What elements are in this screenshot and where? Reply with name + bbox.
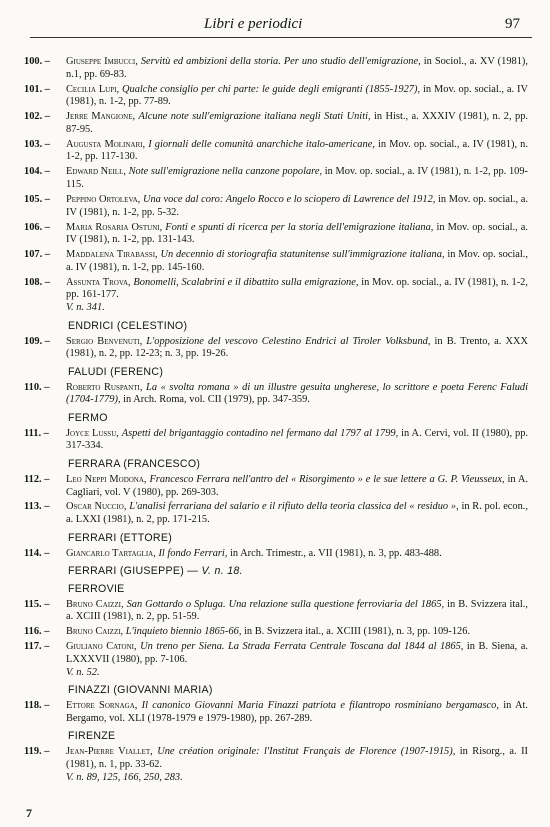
entry-citation: in Mov. op. social., a. IV (1981), n. 1-2, pp. 145-160. [66, 249, 528, 273]
entry-title: Un decennio di storiografia statunitense sull'immigrazione italiana, [160, 249, 445, 261]
entry-text [66, 111, 528, 136]
bibliography-entry [24, 626, 528, 639]
entry-number: 100. – [24, 56, 50, 67]
bibliography-entry [24, 222, 528, 247]
section-heading-text: FERMO [68, 412, 108, 425]
entry-citation: in Mov. op. social., a. IV (1981), n. 1-2, pp. 117-130. [66, 138, 528, 163]
section-heading [68, 458, 528, 471]
bibliography-entry [24, 501, 528, 526]
entry-number: 103. – [24, 138, 50, 150]
entry-text [66, 626, 528, 639]
signature-number: 7 [26, 806, 32, 820]
section-heading-text: FIRENZE [68, 730, 116, 743]
entry-author: Maddalena Tirabassi, [66, 249, 158, 261]
section-heading [68, 583, 528, 596]
cross-reference: V. n. 18. [201, 565, 243, 578]
entry-number: 101. – [24, 83, 50, 95]
entry-author: Peppino Ortoleva, [66, 193, 141, 205]
entry-text [66, 428, 528, 453]
entry-text [66, 336, 528, 361]
bibliography-entry [24, 166, 528, 191]
bibliography-entry [24, 277, 528, 315]
entry-author: Edward Neill, [66, 166, 126, 178]
bibliography-entry [24, 746, 528, 784]
entry-text [66, 746, 528, 784]
entry-citation: in Sociol., a. XV (1981), n.1, pp. 69-83. [66, 56, 528, 80]
entry-title: Il canonico Giovanni Maria Finazzi patriota e filantropo rosminiano bergamasco, [141, 700, 499, 711]
entry-title: Bonomelli, Scalabrini e il dibattito sulla emigrazione, [133, 276, 359, 288]
entry-text [66, 474, 528, 499]
bibliography-entry [24, 336, 528, 361]
entry-number: 111. – [24, 427, 49, 439]
section-heading-text: FERRARA (FRANCESCO) [68, 458, 201, 471]
entry-author: Ettore Sornaga, [66, 700, 138, 711]
entry-author: Sergio Benvenuti, [66, 335, 143, 347]
entry-title: Fonti e spunti di ricerca per la storia dell'emigrazione italiana, [165, 221, 434, 233]
entry-author: Giancarlo Tartaglia, [66, 547, 156, 559]
entry-text [66, 548, 528, 561]
entry-author: Giuliano Catoni, [66, 641, 137, 653]
entry-title: Note sull'emigrazione nella canzone popolare, [128, 166, 323, 178]
entry-citation: in Risorg., a. II (1981), n. 1, pp. 33-62. [66, 746, 528, 770]
entry-author: Jerre Mangione, [66, 111, 136, 123]
entry-number: 116. – [24, 626, 50, 638]
section-heading-text: FERRARI (ETTORE) [68, 531, 173, 544]
entry-citation: in B. Siena, a. LXXXVII (1980), pp. 7-106. [66, 641, 528, 665]
bibliography-entry [24, 56, 528, 81]
page-header [30, 16, 532, 36]
entry-author: Augusta Molinari, [66, 138, 146, 150]
entry-citation: in Hist., a. XXXIV (1981), n. 2, pp. 87-95. [66, 111, 528, 135]
entry-author: Assunta Trova, [66, 276, 131, 288]
entry-number: 117. – [24, 641, 50, 653]
cross-reference: V. n. 341. [66, 302, 105, 314]
entry-text [66, 382, 528, 407]
entry-number: 114. – [24, 547, 50, 559]
entry-author: Roberto Ruspanti, [66, 381, 143, 393]
entry-text [66, 641, 528, 679]
entry-title: Servitù ed ambizioni della storia. Per uno studio dell'emigrazione, [140, 56, 421, 67]
entry-text [66, 501, 528, 526]
section-heading-text: ENDRICI (CELESTINO) [68, 319, 188, 332]
entry-citation: in B. Trento, a. XXX (1981), n. 2, pp. 12-23; n. 3, pp. 19-26. [66, 335, 528, 360]
entry-title: I giornali delle comunità anarchiche italo-americane, [148, 138, 375, 150]
entry-citation: in R. pol. econ., a. LXXI (1981), n. 2, pp. 171-215. [66, 501, 528, 526]
header-rule [30, 37, 532, 38]
bibliography-entry [24, 599, 528, 624]
entry-text [66, 222, 528, 247]
entry-number: 107. – [24, 249, 50, 261]
entry-citation: in A. Cagliari, vol. V (1980), pp. 269-303. [66, 473, 528, 498]
entry-number: 102. – [24, 111, 50, 123]
section-heading [68, 730, 528, 743]
entry-title: Aspetti del brigantaggio contadino nel fermano dal 1797 al 1799, [121, 427, 399, 439]
entry-text [66, 194, 528, 219]
entry-text [66, 249, 528, 274]
entry-author: Jean-Pierre Viallet, [66, 746, 153, 758]
entry-number: 110. – [24, 381, 50, 393]
entry-title: Un treno per Siena. La Strada Ferrata Centrale Toscana dal 1844 al 1865, [140, 641, 464, 653]
entry-citation: in A. Cervi, vol. II (1980), pp. 317-334. [66, 427, 528, 452]
entry-citation: in Mov. op. social., a. IV (1981), n. 1-2, pp. 77-89. [66, 83, 528, 108]
section-heading [68, 532, 528, 545]
entry-number: 105. – [24, 193, 50, 205]
entry-number: 115. – [24, 598, 50, 610]
section-heading-text: FERRARI (GIUSEPPE) — [68, 565, 199, 578]
section-heading-text: FERROVIE [68, 583, 125, 595]
entry-citation: in Arch. Roma, vol. CII (1979), pp. 347-359. [123, 394, 310, 406]
running-title: Libri e periodici [204, 16, 303, 32]
bibliography-entry [24, 474, 528, 499]
section-heading [68, 412, 528, 425]
entry-title: Qualche consiglio per chi parte: le guide degli emigranti (1855-1927), [122, 83, 421, 95]
entry-citation: in At. Bergamo, vol. XLI (1978-1979 e 1979-1980), pp. 267-289. [66, 700, 528, 724]
entry-title: Alcune note sull'emigrazione italiana negli Stati Uniti, [138, 111, 371, 123]
entry-citation: in B. Svizzera ital., a. XCIII (1981), n. 2, pp. 51-59. [66, 598, 528, 623]
entry-text [66, 166, 528, 191]
entry-citation: in B. Svizzera ital., a. XCIII (1981), n. 3, pp. 109-126. [244, 626, 470, 638]
entry-author: Leo Neppi Modona, [66, 473, 147, 485]
entry-number: 119. – [24, 746, 50, 758]
section-heading [68, 366, 528, 379]
entry-title: L'inquieto biennio 1865-66, [125, 626, 242, 638]
bibliography-entry [24, 548, 528, 561]
section-heading-text: FINAZZI (GIOVANNI MARIA) [68, 684, 213, 697]
entry-number: 104. – [24, 166, 50, 178]
entry-author: Joyce Lussu, [66, 427, 119, 439]
entry-number: 108. – [24, 276, 50, 288]
bibliography-entry [24, 249, 528, 274]
entry-number: 109. – [24, 335, 50, 347]
bibliography-entry [24, 84, 528, 109]
bibliography-list [24, 56, 528, 786]
entry-title: L'analisi ferrariana del salario e il rifiuto della teoria classica del « residuo », [129, 501, 459, 513]
cross-reference: V. n. 89, 125, 166, 250, 283. [66, 771, 183, 783]
entry-text [66, 277, 528, 315]
entry-text [66, 56, 528, 81]
entry-author: Oscar Nuccio, [66, 501, 127, 513]
section-heading [68, 684, 528, 697]
entry-citation: in Mov. op. social., a. IV (1981), n. 1-2, pp. 5-32. [66, 193, 528, 218]
entry-title: Francesco Ferrara nell'antro del « Risorgimento » e le sue lettere a G. P. Vieusseux, [149, 473, 505, 485]
bibliography-entry [24, 641, 528, 679]
entry-author: Giuseppe Imbucci, [66, 56, 138, 67]
entry-number: 106. – [24, 221, 50, 233]
entry-number: 113. – [24, 501, 50, 513]
entry-text [66, 139, 528, 164]
entry-citation: in Mov. op. social., a. IV (1981), n. 1-2, pp. 161-177. [66, 276, 528, 301]
entry-number: 112. – [24, 473, 50, 485]
bibliography-entry [24, 428, 528, 453]
bibliography-entry [24, 111, 528, 136]
bibliography-entry [24, 382, 528, 407]
entry-citation: in Mov. op. social., a. IV (1981), n. 1-2, pp. 131-143. [66, 221, 529, 246]
entry-title: La « svolta romana » di un illustre gesuita ungherese, lo scrittore e poeta Ferenc Faludi (1704-1779), [66, 381, 528, 406]
entry-citation: in Arch. Trimestr., a. VII (1981), n. 3, pp. 483-488. [230, 547, 442, 559]
cross-reference: V. n. 52. [66, 666, 100, 678]
section-heading-text: FALUDI (FERENC) [68, 365, 164, 378]
entry-author: Bruno Caizzi, [66, 626, 124, 638]
page-number: 97 [505, 16, 520, 32]
entry-title: Una voce dal coro: Angelo Rocco e lo sciopero di Lawrence del 1912, [142, 193, 436, 205]
entry-text [66, 700, 528, 725]
section-heading [68, 565, 528, 578]
bibliography-entry [24, 139, 528, 164]
entry-title: L'opposizione del vescovo Celestino Endrici al Tiroler Volksbund, [146, 335, 431, 347]
section-heading [68, 320, 528, 333]
entry-title: Une création originale: l'Institut Français de Florence (1907-1915), [157, 746, 456, 758]
entry-text [66, 84, 528, 109]
entry-text [66, 599, 528, 624]
entry-author: Maria Rosaria Ostuni, [66, 221, 163, 233]
entry-title: San Gottardo o Spluga. Una relazione sulla questione ferroviaria del 1865, [126, 598, 445, 610]
entry-citation: in Mov. op. social., a. IV (1981), n. 1-2, pp. 109-115. [66, 166, 528, 191]
entry-number: 118. – [24, 700, 50, 711]
entry-author: Bruno Caizzi, [66, 598, 124, 610]
entry-author: Cecilia Lupi, [66, 83, 120, 95]
bibliography-entry [24, 700, 528, 725]
bibliography-entry [24, 194, 528, 219]
entry-title: Il fondo Ferrari, [158, 547, 228, 559]
